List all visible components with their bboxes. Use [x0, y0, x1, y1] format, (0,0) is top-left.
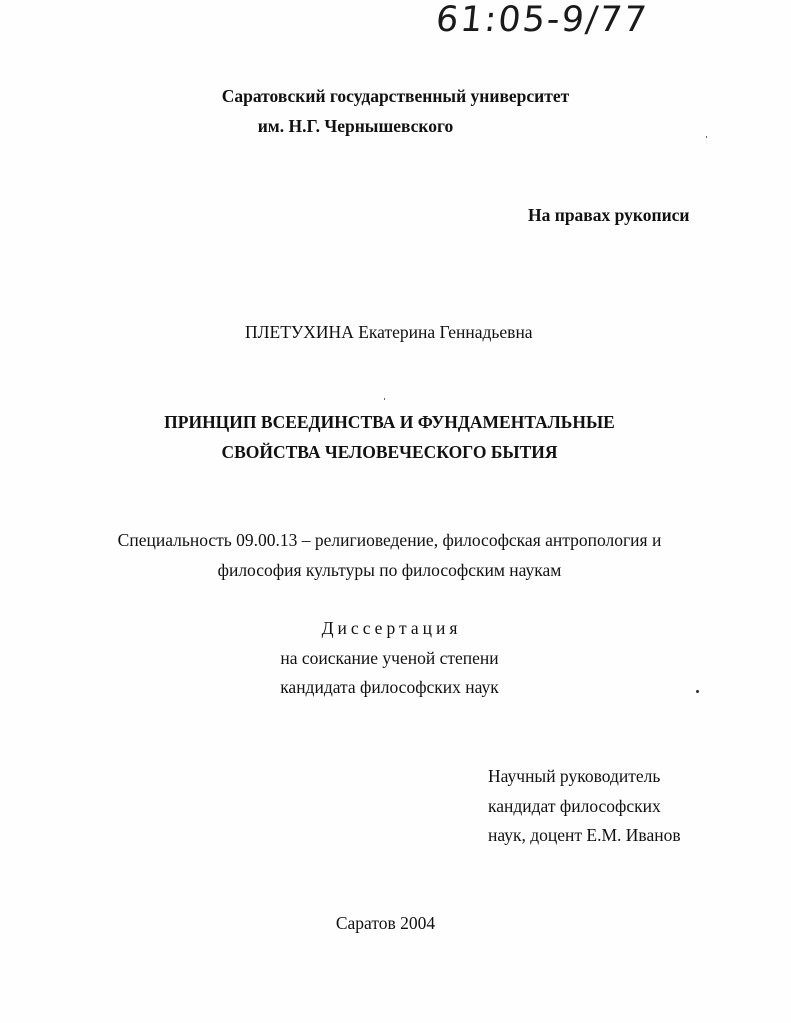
degree-line2: кандидата философских наук [280, 677, 499, 697]
scan-speck [706, 136, 707, 138]
manuscript-note: На правах рукописи [528, 205, 690, 225]
degree-line1: на соискание ученой степени [280, 648, 499, 668]
scan-speck [384, 398, 385, 400]
university-name: Саратовский государственный университет [221, 86, 570, 106]
scan-speck [696, 690, 699, 693]
supervisor-line1: Научный руководитель [488, 766, 661, 786]
dissertation-title-line1: ПРИНЦИП ВСЕЕДИНСТВА И ФУНДАМЕНТАЛЬНЫЕ [164, 412, 615, 432]
university-named-after: им. Н.Г. Чернышевского [257, 116, 454, 136]
archive-mark: 61:05-9/77 [433, 0, 651, 40]
specialty-line1: Специальность 09.00.13 – религиоведение, философская антропология и [117, 530, 662, 550]
dissertation-title-line2: СВОЙСТВА ЧЕЛОВЕЧЕСКОГО БЫТИЯ [221, 442, 558, 462]
supervisor-line3: наук, доцент Е.М. Иванов [488, 825, 681, 845]
supervisor-line2: кандидат философских [488, 796, 661, 816]
author-name: ПЛЕТУХИНА Екатерина Геннадьевна [245, 322, 533, 342]
specialty-line2: философия культуры по философским наукам [217, 560, 562, 580]
dissertation-heading: Диссертация [321, 618, 462, 638]
city-year: Саратов 2004 [335, 913, 436, 933]
